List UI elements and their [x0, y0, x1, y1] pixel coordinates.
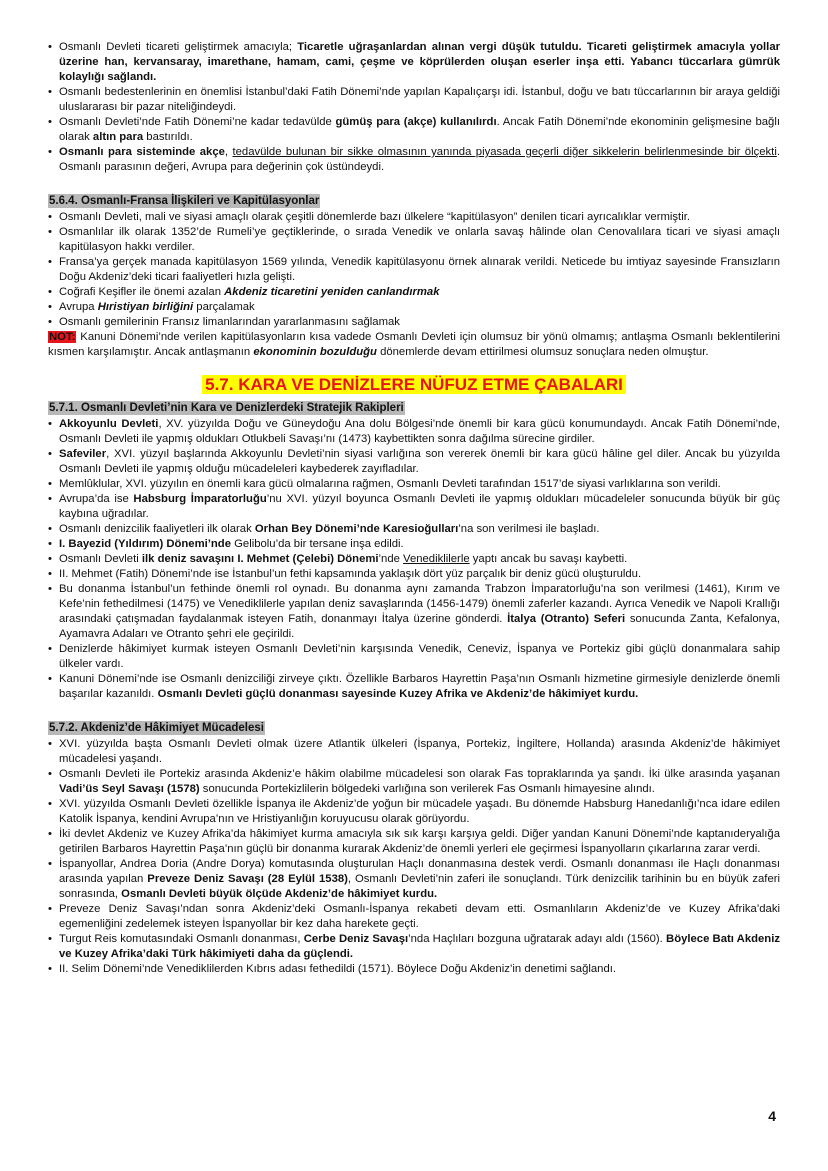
- text-run: II. Selim Dönemi’nde Venediklilerden Kıbrıs adası fethedildi (1571). Böylece Doğu Akdeniz’in denetimi sağlandı.: [59, 963, 617, 975]
- text-run: Osmanlı Devleti ticareti geliştirmek amacıyla;: [59, 41, 298, 53]
- text-run: . Osmanlı parasının değeri, Avrupa para değerinin çok üstündeydi.: [59, 146, 780, 173]
- text-run: gümüş para (akçe) kullanılırdı: [335, 116, 497, 128]
- list-item: [48, 115, 780, 145]
- list-item: [48, 285, 780, 300]
- section-564-header: [48, 191, 780, 209]
- list-item: [48, 492, 780, 522]
- text-run: Cerbe Deniz Savaşı: [303, 933, 409, 945]
- text-run: Osmanlı Devleti, mali ve siyasi amaçlı olarak çeşitli dönemlerde bazı ülkelere “kapitülasyon” denilen ticari ayrıcalıklar vermiştir.: [59, 211, 690, 223]
- trade-list: [48, 40, 780, 175]
- list-item: [48, 767, 780, 797]
- text-run: Osmanlı gemilerinin Fransız limanlarından yararlanmasını sağlamak: [59, 316, 400, 328]
- text-run: Kanuni Dönemi’nde ise Osmanlı denizciliği zirveye çıktı. Özellikle Barbaros Hayrettin Paşa’nın Osmanlı hizmetine girmesiyle denizlerde önemli başarılar kazanıldı.: [59, 673, 780, 700]
- list-item: [48, 737, 780, 767]
- text-run: ’na son verilmesi ile başladı.: [458, 523, 600, 535]
- text-run: XVI. yüzyılda başta Osmanlı Devleti olmak üzere Atlantik ülkeleri (İspanya, Portekiz, İngiltere, Hollanda) arasında Akdeniz’de hâkimiyet mücadelesi yaşandı.: [59, 738, 780, 765]
- section-571-header: [48, 398, 780, 416]
- chapter-title: 5.7. KARA VE DENİZLERE NÜFUZ ETME ÇABALARI: [202, 375, 626, 394]
- note-paragraph: [48, 330, 780, 360]
- rivals-list: [48, 417, 780, 702]
- list-item: [48, 417, 780, 447]
- text-run: , Osmanlı Devleti’nin zaferi ile sonuçlandı. Türk denizcilik tarihinin bu en büyük zaferi sonrasında,: [59, 873, 780, 900]
- list-item: [48, 537, 780, 552]
- list-item: [48, 225, 780, 255]
- text-run: Preveze Deniz Savaşı’ndan sonra Akdeniz’deki Osmanlı-İspanya rekabeti devam etti. Osmanlıların Akdeniz’de ve Kuzey Afrika’daki egemenliğini zedelemek isteyen İspanyollar bir kez daha harekete geçti.: [59, 903, 780, 930]
- text-run: Vadi’üs Seyl Savaşı (1578): [59, 783, 200, 795]
- list-item: [48, 40, 780, 85]
- list-item: [48, 522, 780, 537]
- document-page: [48, 40, 780, 977]
- text-run: Gelibolu’da bir tersane inşa edildi.: [231, 538, 404, 550]
- list-item: [48, 447, 780, 477]
- text-run: ilk deniz savaşını I. Mehmet (Çelebi) Dönemi: [141, 553, 379, 565]
- section-title: 5.6.4. Osmanlı-Fransa İlişkileri ve Kapitülasyonlar: [49, 195, 320, 207]
- text-run: Memlûklular, XVI. yüzyılın en önemli kara gücü olmalarına rağmen, Osmanlı Devleti tarafından 1517’de siyasi varlıklarına son verildi.: [59, 478, 721, 490]
- chapter-header: [48, 374, 780, 396]
- list-item: [48, 962, 780, 977]
- text-run: Osmanlı bedestenlerinin en önemlisi İstanbul’daki Fatih Dönemi’nde yapılan Kapalıçarşı idi. İstanbul, doğu ve batı tüccarlarının bir araya geldiği uluslararası bir pazar niteliğindeydi.: [59, 86, 780, 113]
- text-run: Ticaretle uğraşanlardan alınan vergi düşük tutuldu. Ticareti geliştirmek amacıyla yollar üzerine han, kervansaray, imarethane, hamam, cami, çeşme ve köprülerden oluşan eserler inşa etti. Yabancı tüccarlara gümrük kolaylığı sağlandı.: [59, 41, 780, 83]
- text-run: Preveze Deniz Savaşı (28 Eylül 1538): [147, 873, 348, 885]
- list-item: [48, 552, 780, 567]
- page-number: 4: [768, 1108, 776, 1124]
- text-run: ekonominin bozulduğu: [253, 346, 377, 358]
- text-run: Venediklilerle: [403, 553, 470, 565]
- list-item: [48, 827, 780, 857]
- section-572-header: [48, 718, 780, 736]
- list-item: [48, 145, 780, 175]
- mediterranean-list: [48, 737, 780, 977]
- text-run: Denizlerde hâkimiyet kurmak isteyen Osmanlı Devleti’nin karşısında Venedik, Ceneviz, İspanya ve Portekiz gibi güçlü donanmalara sahip ülkeler vardı.: [59, 643, 780, 670]
- list-item: [48, 902, 780, 932]
- text-run: , XV. yüzyılda Doğu ve Güneydoğu Ana dolu Bölgesi’nde önemli bir kara gücü konumundaydı. Ancak Fatih Dönemi’nde, Osmanlı Devleti ile yapmış oldukları Otlukbeli Savaşı’nı (1473) kaybettikten sonra dağılma sürecine girdiler.: [59, 418, 781, 445]
- text-run: Orhan Bey Dönemi’nde Karesioğulları: [254, 523, 459, 535]
- text-run: Osmanlı Devleti: [59, 553, 142, 565]
- list-item: [48, 300, 780, 315]
- text-run: tedavülde bulunan bir sikke olmasının yanında piyasada geçerli diğer sikkelerin belirlenmesinde bir ölçekti: [232, 146, 777, 158]
- text-run: Akdeniz ticaretini yeniden canlandırmak: [224, 286, 440, 298]
- text-run: Turgut Reis komutasındaki Osmanlı donanması,: [59, 933, 304, 945]
- list-item: [48, 582, 780, 642]
- text-run: ’nde: [378, 553, 404, 565]
- list-item: [48, 210, 780, 225]
- text-run: sonucunda Zanta, Kefalonya, Ayamavra Adaları ve Otranto şehri ele geçirildi.: [59, 613, 781, 640]
- text-run: Avrupa’da ise: [59, 493, 134, 505]
- text-run: . Ancak Fatih Dönemi’nde ekonominin gelişmesine bağlı olarak: [59, 116, 780, 143]
- list-item: [48, 932, 780, 962]
- text-run: Bu donanma İstanbul’un fethinde önemli rol oynadı. Bu donanma aynı zamanda Trabzon İmparatorluğu’na son verilmesi (1461), Kırım ve Kefe’nin fethedilmesi (1475) ve Venediklilerle yapılan deniz savaşlarında (1456-1479) önemli zaferler kazandı. Ayrıca Venedik ve Napoli Krallığı arasındaki çatışmadan faydalanmak isteyen Fatih, donanmayı İtalya üzerine gönderdi.: [59, 583, 780, 625]
- text-run: Osmanlılar ilk olarak 1352’de Rumeli’ye geçtiklerinde, o sırada Venedik ve onlarla savaş hâlinde olan Cenovalılara ticari ve siyasi amaçlı kapitülasyon hakkı verdiler.: [59, 226, 780, 253]
- list-item: [48, 85, 780, 115]
- text-run: Coğrafi Keşifler ile önemi azalan: [59, 286, 225, 298]
- section-title: 5.7.1. Osmanlı Devleti’nin Kara ve Denizlerdeki Stratejik Rakipleri: [49, 402, 404, 414]
- list-item: [48, 477, 780, 492]
- section-title: 5.7.2. Akdeniz’de Hâkimiyet Mücadelesi: [49, 722, 264, 734]
- text-run: I. Bayezid (Yıldırım) Dönemi’nde: [59, 538, 231, 550]
- text-run: sonucunda Portekizlilerin bölgedeki varlığına son verilerek Fas Osmanlı himayesine alındı.: [199, 783, 655, 795]
- list-item: [48, 797, 780, 827]
- text-run: , XVI. yüzyıl başlarında Akkoyunlu Devleti’nin siyasi varlığına son vererek önemli bir kara gücü hâline gel diler. Ancak bu yüzyılda Osmanlı Devleti ile yapmış olduğu mücadeleleri kaybederek zayıfladılar.: [59, 448, 780, 475]
- text-run: Safeviler: [59, 448, 107, 460]
- text-run: Osmanlı Devleti güçlü donanması sayesinde Kuzey Afrika ve Akdeniz’de hâkimiyet kurdu.: [157, 688, 639, 700]
- text-run: Osmanlı para sisteminde akçe: [59, 146, 225, 158]
- text-run: Osmanlı denizcilik faaliyetleri ilk olarak: [59, 523, 255, 535]
- list-item: [48, 672, 780, 702]
- text-run: Osmanlı Devleti’nde Fatih Dönemi’ne kadar tedavülde: [59, 116, 336, 128]
- text-run: İspanyollar, Andrea Doria (Andre Dorya) komutasında oluşturulan Haçlı donanmasına destek verdi. Osmanlı donanması ile Haçlı donanması arasında yapılan: [59, 858, 780, 885]
- text-run: Osmanlı Devleti ile Portekiz arasında Akdeniz’e hâkim olabilme mücadelesi son olarak Fas topraklarında ya şandı. İki ülke arasında yaşanan: [59, 768, 780, 780]
- note-text: [48, 331, 780, 358]
- list-item: [48, 315, 780, 330]
- text-run: Kanuni Dönemi’nde verilen kapitülasyonların kısa vadede Osmanlı Devleti için olumsuz bir yönü olmamış; antlaşma Osmanlı beklentilerini kısmen karşılamıştır. Ancak antlaşmanın: [48, 331, 780, 358]
- text-run: İtalya (Otranto) Seferi: [507, 613, 626, 625]
- text-run: parçalamak: [193, 301, 255, 313]
- text-run: altın para: [92, 131, 144, 143]
- text-run: Böylece Batı Akdeniz ve Kuzey Afrika’daki Türk hâkimiyeti daha da güçlendi.: [59, 933, 780, 960]
- text-run: bastırıldı.: [143, 131, 193, 143]
- text-run: dönemlerde devam ettirilmesi olumsuz sonuçlara neden olmuştur.: [376, 346, 709, 358]
- text-run: İki devlet Akdeniz ve Kuzey Afrika’da hâkimiyet kurma amacıyla sık sık karşı karşıya geldi. Diğer yandan Kanuni Dönemi’nde kaptanıderyalığa getirilen Barbaros Hayrettin Paşa’nın güçlü bir donanma kurarak Akdeniz’de önemli yerleri ele geçirmesi İspanyolların çıkarlarına zarar verdi.: [59, 828, 780, 855]
- text-run: ,: [224, 146, 233, 158]
- text-run: Fransa’ya gerçek manada kapitülasyon 1569 yılında, Venedik kapitülasyonu örnek alınarak verildi. Neticede bu imtiyaz sayesinde Fransızların Doğu Akdeniz’deki ticari faaliyetleri hızla gelişti.: [59, 256, 780, 283]
- list-item: [48, 567, 780, 582]
- text-run: XVI. yüzyılda Osmanlı Devleti özellikle İspanya ile Akdeniz’de yoğun bir mücadele yaşadı. Bu dönemde Habsburg Hanedanlığı’nca idare edilen Katolik İspanya, kendini Avrupa’nın ve Hristiyanlığın koruyucusu olarak görüyordu.: [59, 798, 780, 825]
- text-run: yaptı ancak bu savaşı kaybetti.: [469, 553, 628, 565]
- text-run: Habsburg İmparatorluğu: [133, 493, 267, 505]
- capitulation-list: [48, 210, 780, 330]
- list-item: [48, 857, 780, 902]
- text-run: Avrupa: [59, 301, 98, 313]
- text-run: ’nu XVI. yüzyıl boyunca Osmanlı Devleti ile yapmış oldukları mücadeleler sonucunda büyük bir güç kaybına uğradılar.: [59, 493, 780, 520]
- text-run: Akkoyunlu Devleti: [59, 418, 159, 430]
- text-run: Hıristiyan birliğini: [97, 301, 194, 313]
- list-item: [48, 642, 780, 672]
- text-run: Osmanlı Devleti büyük ölçüde Akdeniz’de hâkimiyet kurdu.: [121, 888, 438, 900]
- text-run: ’nda Haçlıları bozguna uğratarak adayı aldı (1560).: [408, 933, 667, 945]
- text-run: II. Mehmet (Fatih) Dönemi’nde ise İstanbul’un fethi kapsamında yaklaşık dört yüz parçalık bir deniz gücü oluşturuldu.: [59, 568, 642, 580]
- list-item: [48, 255, 780, 285]
- note-label: NOT:: [49, 331, 76, 343]
